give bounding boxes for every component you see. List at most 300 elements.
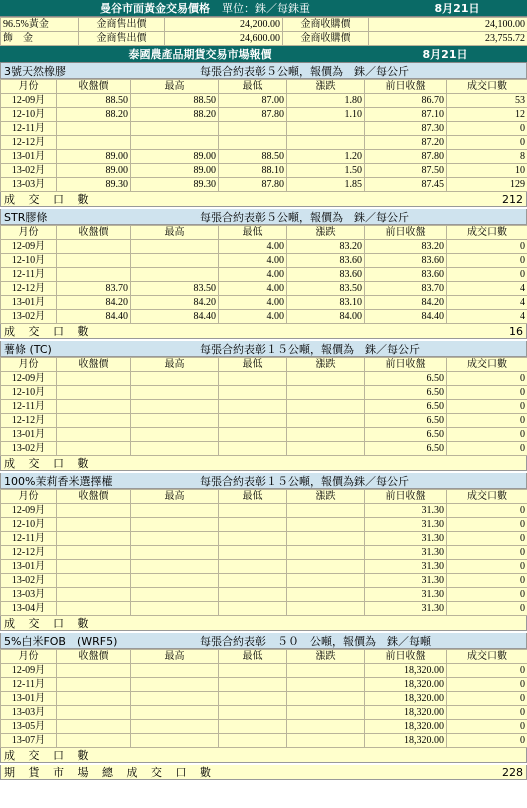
table-cell [219,372,287,386]
gold-date: 8月21日 [434,2,480,15]
table-cell [287,546,365,560]
section-total-row [0,616,527,631]
table-cell: 12-11月 [1,122,57,136]
table-cell: 83.50 [131,282,219,296]
sell-price: 24,600.00 [165,32,283,46]
table-cell: 18,320.00 [365,706,447,720]
section-total-label: 成 交 口 數 [4,617,94,630]
table-cell [57,664,131,678]
sell-label: 金商售出價 [79,18,165,32]
section-header [0,473,527,489]
table-cell: 12-09月 [1,240,57,254]
table-row [1,734,527,748]
column-header-row [1,358,527,372]
table-cell: 88.50 [219,150,287,164]
table-cell [219,560,287,574]
table-cell: 0 [447,386,527,400]
table-cell: 12-09月 [1,504,57,518]
table-row [1,296,527,310]
table-cell: 18,320.00 [365,734,447,748]
table-cell: 13-01月 [1,296,57,310]
column-header: 漲跌 [287,80,365,94]
table-cell [131,442,219,456]
column-header-row [1,490,527,504]
table-cell [219,414,287,428]
futures-date: 8月21日 [422,48,468,61]
table-cell [219,678,287,692]
table-cell: 0 [447,734,527,748]
column-header: 最高 [131,650,219,664]
table-row [1,602,527,616]
table-cell: 18,320.00 [365,664,447,678]
table-cell: 83.60 [365,254,447,268]
table-cell: 0 [447,414,527,428]
column-header: 成交口數 [447,358,527,372]
table-row [1,560,527,574]
table-row [1,164,527,178]
table-row [1,720,527,734]
table-cell: 12-10月 [1,386,57,400]
table-cell: 0 [447,240,527,254]
table-cell [219,602,287,616]
table-cell: 83.20 [287,240,365,254]
table-cell: 12-10月 [1,108,57,122]
table-cell: 31.30 [365,518,447,532]
table-cell [219,546,287,560]
table-cell: 0 [447,532,527,546]
table-cell: 0 [447,588,527,602]
table-cell: 89.00 [131,150,219,164]
grand-total-label: 期 貨 市 場 總 成 交 口 數 [4,766,216,779]
table-cell: 88.50 [57,94,131,108]
table-cell: 6.50 [365,400,447,414]
section-total-label: 成 交 口 數 [4,193,94,206]
table-row [1,442,527,456]
table-cell [57,678,131,692]
section-table [0,225,527,324]
table-cell: 87.80 [219,108,287,122]
table-cell: 129 [447,178,527,192]
section-table [0,649,527,748]
table-cell [131,546,219,560]
column-header-row [1,650,527,664]
table-cell: 31.30 [365,602,447,616]
table-cell [219,664,287,678]
column-header: 前日收盤 [365,80,447,94]
table-cell: 4 [447,296,527,310]
section-header [0,341,527,357]
table-row [1,240,527,254]
column-header: 收盤價 [57,650,131,664]
table-cell: 0 [447,504,527,518]
table-cell [219,518,287,532]
table-row [1,282,527,296]
table-cell: 89.30 [57,178,131,192]
table-cell [131,692,219,706]
column-header: 漲跌 [287,226,365,240]
table-cell [131,532,219,546]
column-header: 成交口數 [447,650,527,664]
table-cell [287,678,365,692]
table-cell: 18,320.00 [365,692,447,706]
table-cell [131,720,219,734]
column-header: 最低 [219,358,287,372]
table-cell: 18,320.00 [365,678,447,692]
table-cell [131,602,219,616]
table-cell: 89.00 [57,150,131,164]
table-cell: 13-03月 [1,706,57,720]
table-row [1,692,527,706]
table-cell [287,518,365,532]
table-cell [57,254,131,268]
table-cell: 12-09月 [1,664,57,678]
table-row [1,588,527,602]
table-cell [131,678,219,692]
table-cell: 0 [447,664,527,678]
table-cell: 83.50 [287,282,365,296]
table-cell [131,240,219,254]
column-header: 最低 [219,80,287,94]
table-cell [57,560,131,574]
table-cell: 87.50 [365,164,447,178]
section-table [0,357,527,456]
table-row [1,268,527,282]
table-row [1,428,527,442]
table-cell: 13-02月 [1,164,57,178]
table-cell: 6.50 [365,372,447,386]
table-cell: 31.30 [365,546,447,560]
table-cell [57,414,131,428]
table-cell: 4 [447,282,527,296]
column-header: 收盤價 [57,80,131,94]
table-cell: 0 [447,428,527,442]
table-cell [57,518,131,532]
table-cell: 4.00 [219,254,287,268]
table-cell: 4 [447,310,527,324]
table-cell [57,504,131,518]
table-cell [57,136,131,150]
buy-label: 金商收購價 [283,18,369,32]
table-cell [57,706,131,720]
table-cell [131,122,219,136]
gold-type: 96.5%黃金 [1,18,79,32]
table-row [1,108,527,122]
table-cell: 84.00 [287,310,365,324]
table-cell: 13-05月 [1,720,57,734]
table-cell [57,734,131,748]
column-header: 最低 [219,226,287,240]
table-cell: 84.20 [365,296,447,310]
table-cell: 88.20 [57,108,131,122]
table-cell [131,268,219,282]
table-cell: 12-12月 [1,546,57,560]
column-header: 月份 [1,226,57,240]
table-row [1,546,527,560]
column-header-row [1,80,527,94]
table-cell: 13-01月 [1,560,57,574]
table-cell: 12-09月 [1,372,57,386]
table-cell [219,136,287,150]
table-cell [287,136,365,150]
gold-price-table [0,17,527,46]
table-cell [287,706,365,720]
gold-header-bar [0,0,527,17]
table-row [1,122,527,136]
table-cell: 0 [447,268,527,282]
table-cell: 10 [447,164,527,178]
table-cell [57,442,131,456]
table-cell: 83.60 [365,268,447,282]
table-row [1,386,527,400]
gold-unit: 單位：銖／每銖重 [222,2,310,15]
column-header: 月份 [1,650,57,664]
column-header: 最低 [219,490,287,504]
table-cell [287,504,365,518]
table-cell: 12-11月 [1,400,57,414]
section-total-row [0,192,527,207]
section-header [0,209,527,225]
column-header: 月份 [1,358,57,372]
table-cell [131,254,219,268]
table-cell [57,240,131,254]
column-header: 最低 [219,650,287,664]
column-header: 最高 [131,226,219,240]
table-cell: 13-02月 [1,442,57,456]
section-total-row [0,324,527,339]
table-cell [131,414,219,428]
table-cell: 0 [447,372,527,386]
table-cell: 0 [447,706,527,720]
column-header: 漲跌 [287,650,365,664]
table-cell [287,588,365,602]
sell-label: 金商售出價 [79,32,165,46]
table-cell: 83.10 [287,296,365,310]
table-cell [57,400,131,414]
column-header: 收盤價 [57,358,131,372]
table-cell [219,428,287,442]
table-cell [219,386,287,400]
table-cell: 4.00 [219,268,287,282]
table-cell: 4.00 [219,282,287,296]
table-cell [219,706,287,720]
table-cell: 0 [447,692,527,706]
table-cell [131,504,219,518]
table-cell [287,734,365,748]
table-cell: 0 [447,518,527,532]
table-row [1,400,527,414]
section-note: 每張合約表彰１５公噸，報價為銖／每公斤 [200,474,409,488]
table-cell [57,692,131,706]
section-total-label: 成 交 口 數 [4,457,94,470]
table-cell: 84.40 [57,310,131,324]
column-header: 成交口數 [447,490,527,504]
column-header: 前日收盤 [365,226,447,240]
table-cell [219,574,287,588]
section-header [0,63,527,79]
table-cell [57,574,131,588]
table-cell [219,734,287,748]
table-cell [131,428,219,442]
table-cell: 84.40 [365,310,447,324]
column-header: 漲跌 [287,490,365,504]
table-cell [57,428,131,442]
table-cell: 88.20 [131,108,219,122]
table-cell: 86.70 [365,94,447,108]
column-header: 成交口數 [447,226,527,240]
table-cell [131,734,219,748]
table-cell [131,574,219,588]
table-cell: 87.80 [219,178,287,192]
section-note: 每張合約表彰 ５０ 公噸，報價為 銖／每噸 [200,634,431,648]
table-cell [219,588,287,602]
section-total-value: 16 [509,324,523,338]
table-cell: 12-11月 [1,678,57,692]
table-cell [287,428,365,442]
table-cell [131,560,219,574]
table-cell [287,664,365,678]
section-total-value: 212 [502,192,523,206]
column-header: 前日收盤 [365,490,447,504]
table-cell: 84.40 [131,310,219,324]
table-row [1,706,527,720]
table-cell [131,664,219,678]
table-cell [287,386,365,400]
table-cell: 6.50 [365,386,447,400]
table-cell [287,122,365,136]
table-cell [219,504,287,518]
table-cell: 0 [447,560,527,574]
table-cell: 87.20 [365,136,447,150]
table-cell [131,386,219,400]
table-cell [57,268,131,282]
table-cell: 12-09月 [1,94,57,108]
table-cell: 0 [447,678,527,692]
table-cell: 0 [447,602,527,616]
table-cell: 12-11月 [1,268,57,282]
table-cell: 0 [447,122,527,136]
column-header: 月份 [1,490,57,504]
table-cell: 1.10 [287,108,365,122]
section-total-row [0,456,527,471]
column-header: 月份 [1,80,57,94]
table-cell: 13-04月 [1,602,57,616]
buy-label: 金商收購價 [283,32,369,46]
table-cell: 18,320.00 [365,720,447,734]
column-header: 前日收盤 [365,650,447,664]
table-cell: 4.00 [219,240,287,254]
table-cell: 0 [447,136,527,150]
table-row [1,574,527,588]
table-cell [287,720,365,734]
section-note: 每張合約表彰１５公噸，報價為 銖／每公斤 [200,342,420,356]
section-total-row [0,748,527,763]
table-cell: 84.20 [131,296,219,310]
table-cell: 13-03月 [1,588,57,602]
column-header: 最高 [131,80,219,94]
section-note: 每張合約表彰５公噸，報價為 銖／每公斤 [200,210,409,224]
table-cell: 89.30 [131,178,219,192]
section-header [0,633,527,649]
table-cell: 31.30 [365,532,447,546]
table-cell [287,532,365,546]
table-cell: 83.70 [365,282,447,296]
table-row [1,150,527,164]
table-cell [57,588,131,602]
table-cell: 84.20 [57,296,131,310]
table-row [1,254,527,268]
table-row [1,664,527,678]
table-cell: 12 [447,108,527,122]
table-cell: 87.10 [365,108,447,122]
buy-price: 23,755.72 [369,32,527,46]
table-cell: 83.60 [287,254,365,268]
table-cell: 4.00 [219,296,287,310]
table-cell [287,560,365,574]
table-row [1,532,527,546]
table-cell [131,706,219,720]
table-cell: 87.30 [365,122,447,136]
table-cell [287,414,365,428]
section-name: 3號天然橡膠 [4,64,66,78]
table-cell [219,692,287,706]
table-cell: 13-01月 [1,692,57,706]
column-header: 前日收盤 [365,358,447,372]
table-cell: 13-01月 [1,428,57,442]
column-header: 漲跌 [287,358,365,372]
table-cell [57,602,131,616]
table-cell: 6.50 [365,414,447,428]
table-cell: 12-12月 [1,136,57,150]
table-cell: 31.30 [365,560,447,574]
section-total-label: 成 交 口 數 [4,749,94,762]
table-row [1,414,527,428]
table-cell: 12-10月 [1,518,57,532]
table-cell [57,386,131,400]
section-name: 100%茉莉香米選擇權 [4,474,113,488]
grand-total-value: 228 [502,765,523,779]
table-row [1,136,527,150]
table-cell: 83.70 [57,282,131,296]
table-cell: 12-12月 [1,414,57,428]
table-cell: 1.20 [287,150,365,164]
table-row [1,310,527,324]
sell-price: 24,200.00 [165,18,283,32]
table-cell: 12-12月 [1,282,57,296]
table-row [1,94,527,108]
table-cell: 0 [447,574,527,588]
table-cell [219,532,287,546]
table-cell: 12-11月 [1,532,57,546]
table-cell [57,122,131,136]
table-cell: 1.80 [287,94,365,108]
table-cell [57,532,131,546]
column-header: 最高 [131,490,219,504]
column-header: 收盤價 [57,490,131,504]
table-cell: 53 [447,94,527,108]
table-cell: 0 [447,442,527,456]
table-cell: 6.50 [365,428,447,442]
table-cell: 31.30 [365,588,447,602]
table-cell: 87.00 [219,94,287,108]
table-cell [131,400,219,414]
section-name: STR膠條 [4,210,48,224]
table-cell: 0 [447,546,527,560]
table-cell: 6.50 [365,442,447,456]
table-cell: 31.30 [365,504,447,518]
column-header-row [1,226,527,240]
table-cell [287,574,365,588]
section-note: 每張合約表彰５公噸，報價為 銖／每公斤 [200,64,409,78]
